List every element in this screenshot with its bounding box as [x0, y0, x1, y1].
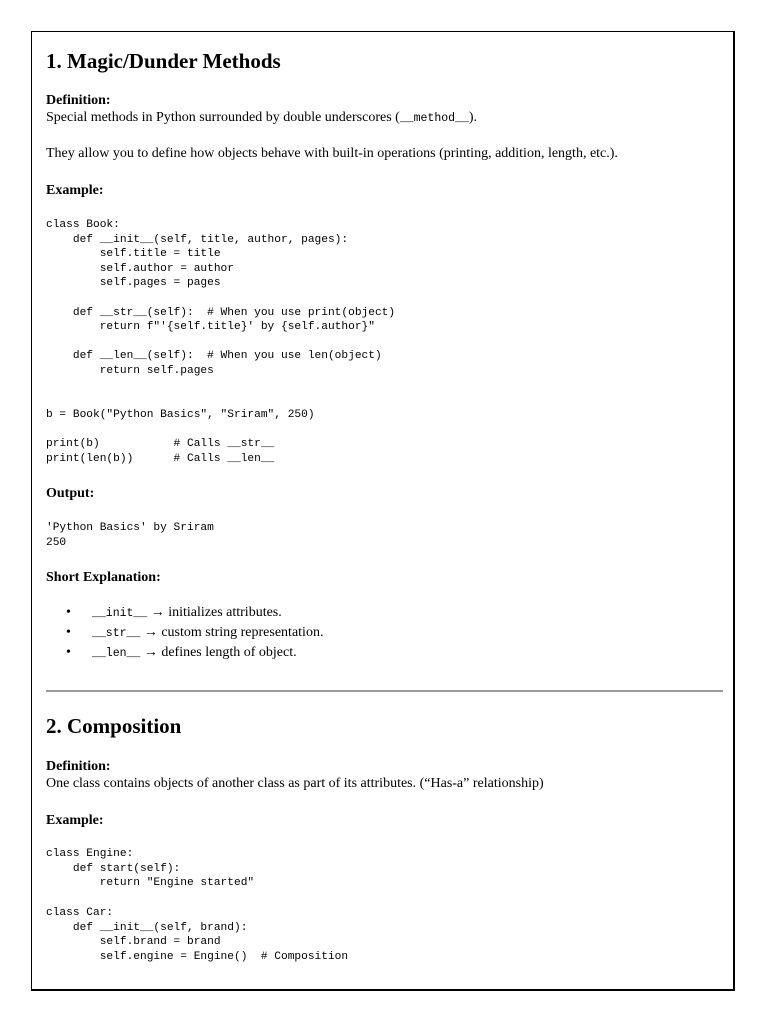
inline-code: __method__ [399, 112, 469, 125]
definition-label: Definition: [46, 759, 111, 774]
document-page [31, 31, 735, 991]
code-block: class Car: def __init__(self, brand): self.brand = brand self.engine = Engine() # Composition [46, 907, 349, 963]
list-item: • __len__ → defines length of object. [46, 643, 323, 663]
code-block: print(b) # Calls __str__ print(len(b)) # Calls __len__ [46, 438, 275, 465]
explanation-list [46, 603, 323, 663]
code-block: b = Book("Python Basics", "Sriram", 250) [46, 409, 315, 421]
section-title: 1. Magic/Dunder Methods [46, 49, 281, 73]
example-label: Example: [46, 813, 104, 828]
section-title: 2. Composition [46, 714, 182, 738]
example-label: Example: [46, 183, 104, 198]
definition-text: One class contains objects of another class as part of its attributes. (“Has-a” relationship) [46, 776, 544, 791]
short-explanation-label: Short Explanation: [46, 570, 161, 585]
code-block: class Book: def __init__(self, title, author, pages): self.title = title self.author = author self.pages = pages def __str__(self): # When you use print(object) return f"'{self.title}' by {self.author}" def __len__(self): # When you use len(object) return self.pages [46, 219, 396, 377]
definition-text-2: They allow you to define how objects behave with built-in operations (printing, addition, length, etc.). [46, 146, 618, 161]
definition-label: Definition: [46, 93, 111, 108]
list-item: • __str__ → custom string representation. [46, 623, 323, 643]
definition-text: Special methods in Python surrounded by double underscores (__method__). [46, 110, 478, 125]
section-divider [46, 690, 723, 692]
code-block: class Engine: def start(self): return "Engine started" [46, 848, 255, 890]
list-item: • __init__ → initializes attributes. [46, 603, 323, 623]
output-code-block: 'Python Basics' by Sriram 250 [46, 522, 214, 549]
output-label: Output: [46, 486, 95, 501]
